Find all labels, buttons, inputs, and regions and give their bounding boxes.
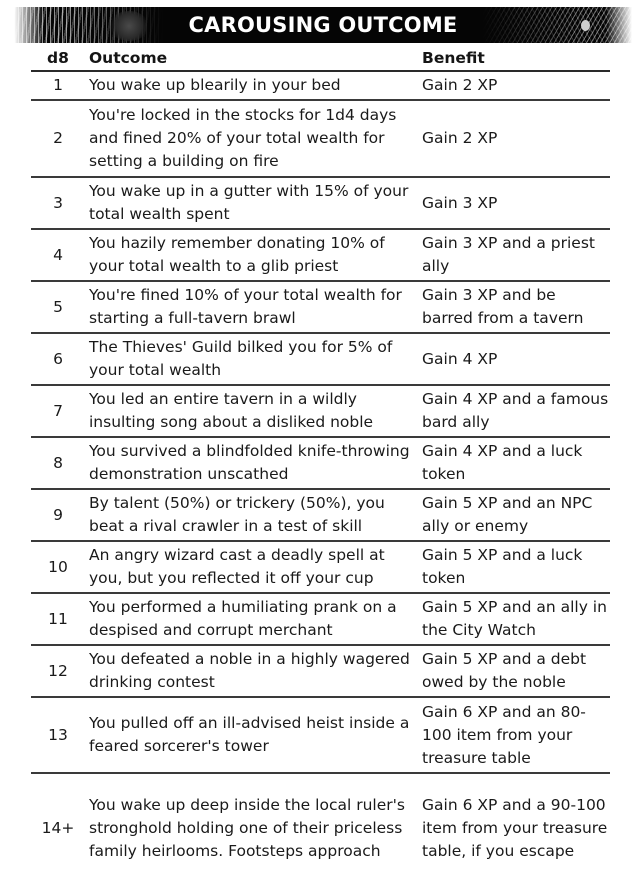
roll-cell: 3 [53,193,63,212]
roll-cell: 10 [48,557,68,576]
table-row [31,594,610,646]
outcome-cell: By talent (50%) or trickery (50%), you beat a rival crawler in a test of skill [89,494,385,535]
benefit-cell: Gain 2 XP [422,129,498,147]
roll-cell: 14+ [41,819,75,837]
benefit-cell: Gain 6 XP and a 90-100 item from your treasure table, if you escape [422,796,608,860]
table-row [31,698,610,774]
benefit-cell: Gain 2 XP [422,76,498,94]
benefit-cell: Gain 4 XP and a famous bard ally [422,390,609,431]
benefit-cell: Gain 3 XP [422,193,498,212]
benefit-cell: Gain 5 XP and a debt owed by the noble [422,650,587,691]
table-row [31,490,610,542]
benefit-cell: Gain 3 XP and be barred from a tavern [422,286,584,327]
outcome-cell: You're fined 10% of your total wealth for starting a full-tavern brawl [89,286,402,327]
roll-cell: 2 [53,129,63,147]
outcome-cell: You wake up blearily in your bed [89,76,341,94]
roll-cell: 12 [48,661,68,680]
benefit-cell: Gain 3 XP and a priest ally [422,234,595,275]
table-row [31,438,610,490]
roll-cell: 9 [53,505,63,524]
outcome-cell: You defeated a noble in a highly wagered drinking contest [89,650,410,691]
table-row [31,646,610,698]
outcome-cell: You wake up in a gutter with 15% of your total wealth spent [89,182,409,223]
outcome-cell: The Thieves' Guild bilked you for 5% of your total wealth [89,338,393,379]
table-header-row [31,46,610,72]
roll-cell: 5 [53,297,63,316]
roll-cell: 11 [48,609,68,628]
carousing-outcome-table [31,46,610,883]
table-title: CAROUSING OUTCOME [188,13,458,37]
table-row [31,230,610,282]
outcome-cell: You're locked in the stocks for 1d4 days and fined 20% of your total wealth for setting a building on fire [89,106,397,170]
table-row [31,334,610,386]
roll-cell: 8 [53,453,63,472]
outcome-cell: You led an entire tavern in a wildly insulting song about a disliked noble [89,390,374,431]
table-row [31,282,610,334]
roll-cell: 7 [53,401,63,420]
outcome-cell: An angry wizard cast a deadly spell at you, but you reflected it off your cup [89,546,385,587]
roll-cell: 1 [53,76,63,94]
benefit-cell: Gain 5 XP and an NPC ally or enemy [422,494,593,535]
outcome-cell: You performed a humiliating prank on a despised and corrupt merchant [89,598,397,639]
table-row [31,542,610,594]
benefit-cell: Gain 4 XP and a luck token [422,442,583,483]
table-row [31,774,610,883]
column-header-benefit: Benefit [422,48,485,67]
table-row [31,386,610,438]
table-row [31,72,610,101]
roll-cell: 4 [53,245,63,264]
outcome-cell: You wake up deep inside the local ruler's stronghold holding one of their priceless family heirlooms. Footsteps approach [89,796,405,860]
column-header-outcome: Outcome [89,48,168,67]
outcome-cell: You survived a blindfolded knife-throwing demonstration unscathed [89,442,410,483]
table-row [31,178,610,230]
benefit-cell: Gain 5 XP and an ally in the City Watch [422,598,607,639]
benefit-cell: Gain 4 XP [422,349,498,368]
outcome-cell: You pulled off an ill-advised heist inside a feared sorcerer's tower [89,714,410,755]
outcome-cell: You hazily remember donating 10% of your total wealth to a glib priest [89,234,385,275]
benefit-cell: Gain 6 XP and an 80-100 item from your treasure table [422,702,586,767]
table-row [31,101,610,178]
column-header-roll: d8 [47,48,69,67]
roll-cell: 6 [53,349,63,368]
roll-cell: 13 [48,725,68,744]
benefit-cell: Gain 5 XP and a luck token [422,546,583,587]
title-banner [14,7,632,43]
